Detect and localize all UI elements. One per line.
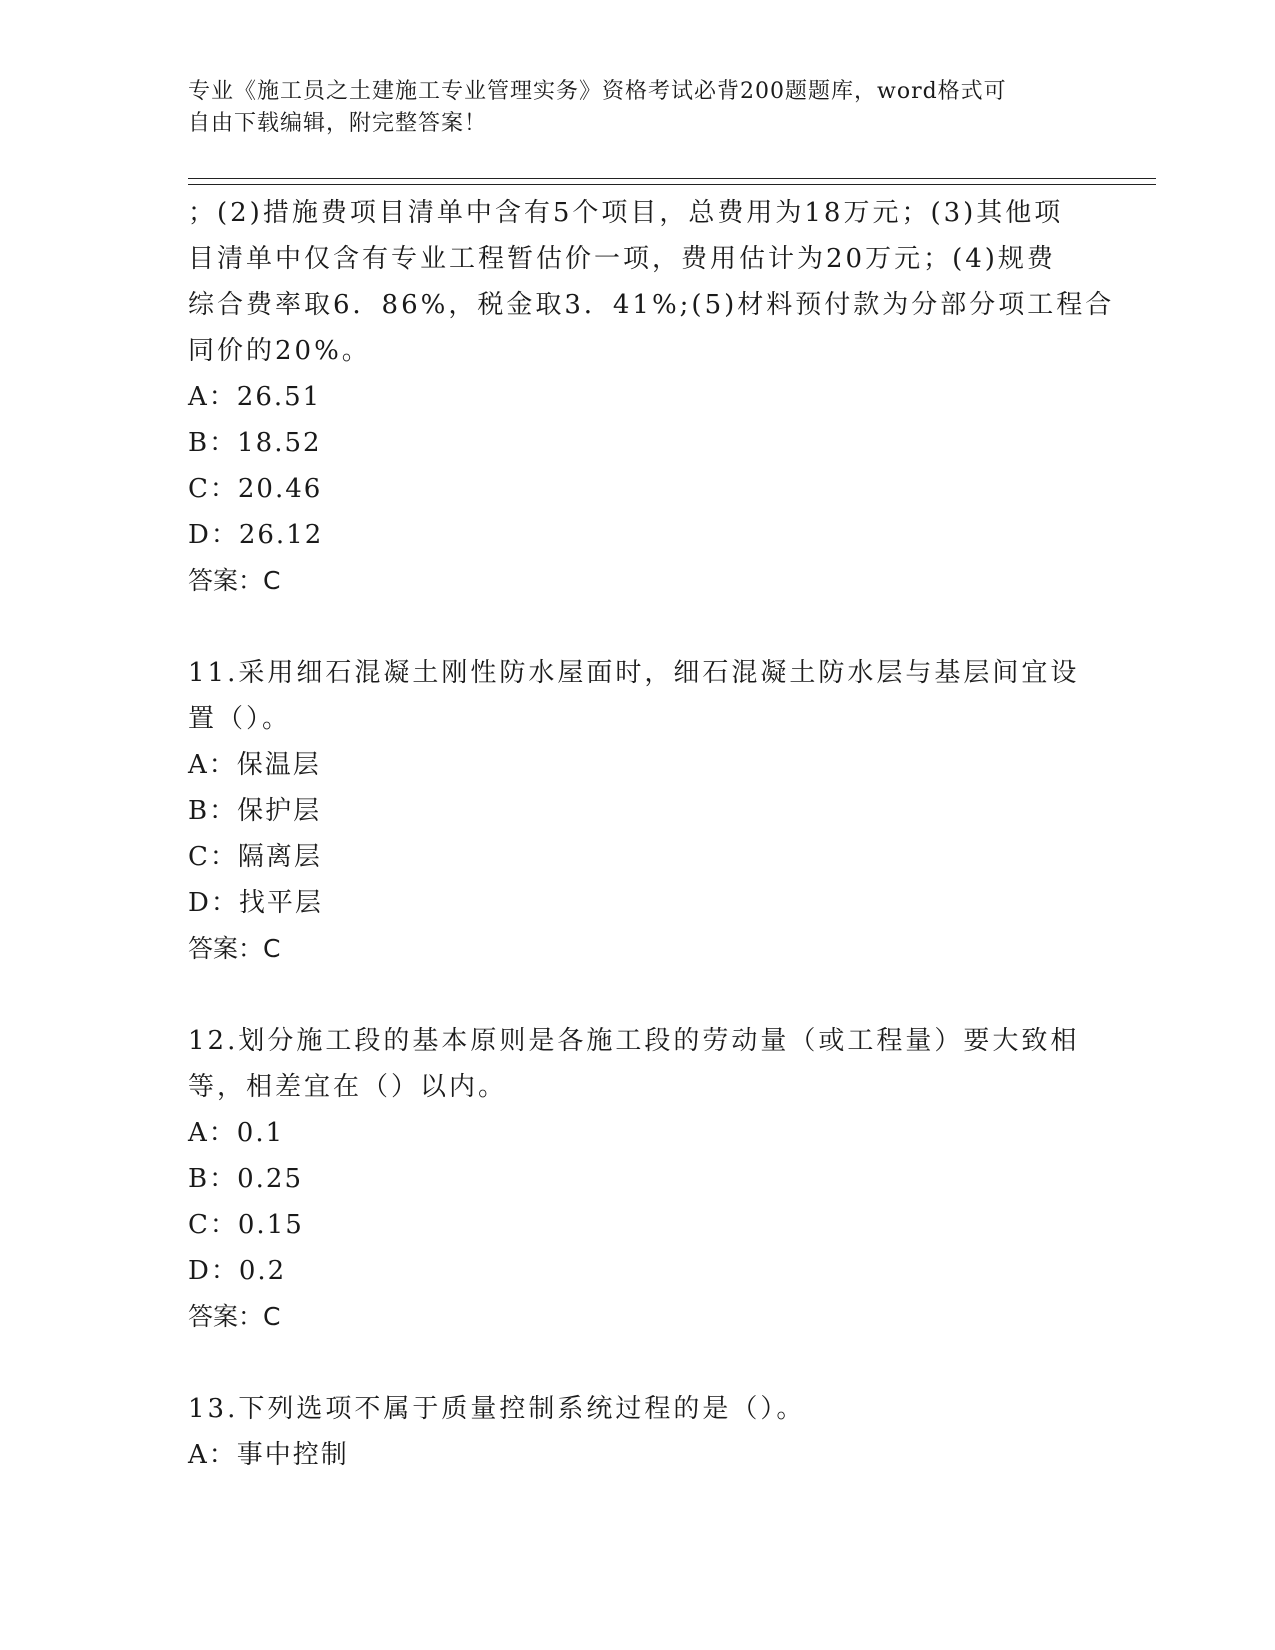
option-b: B：18.52 — [188, 428, 322, 458]
question-gap — [188, 1340, 1088, 1386]
header-line-1: 专业《施工员之土建施工专业管理实务》资格考试必背200题题库，word格式可 — [188, 79, 1007, 104]
question-text-line: 等，相差宜在（）以内。 — [188, 1072, 508, 1102]
answer-line: 答案：C — [188, 566, 281, 595]
option-a: A：26.51 — [188, 382, 322, 412]
header-line-2: 自由下载编辑，附完整答案！ — [188, 111, 488, 136]
question-text-line: 同价的20%。 — [188, 336, 371, 366]
option-d: D：26.12 — [188, 520, 324, 550]
option-b: B：0.25 — [188, 1164, 303, 1194]
question-text-line: 置（）。 — [188, 704, 292, 734]
option-b: B：保护层 — [188, 796, 322, 826]
option-d: D：找平层 — [188, 888, 323, 918]
question-text-line: ；(2)措施费项目清单中含有5个项目，总费用为18万元；(3)其他项 — [188, 198, 1064, 228]
answer-line: 答案：C — [188, 934, 281, 963]
option-a: A：事中控制 — [188, 1440, 349, 1470]
header-divider-bottom — [188, 184, 1156, 185]
question-text-line: 11.采用细石混凝土刚性防水屋面时，细石混凝土防水层与基层间宜设 — [188, 658, 1080, 688]
option-c: C：隔离层 — [188, 842, 322, 872]
question-text-line: 12.划分施工段的基本原则是各施工段的劳动量（或工程量）要大致相 — [188, 1026, 1080, 1056]
question-text-line: 目清单中仅含有专业工程暂估价一项，费用估计为20万元；(4)规费 — [188, 244, 1056, 274]
question-gap — [188, 604, 1088, 650]
header-divider-top — [188, 178, 1156, 179]
question-11 — [188, 650, 1088, 972]
answer-line: 答案：C — [188, 1302, 281, 1331]
option-a: A：0.1 — [188, 1118, 285, 1148]
option-d: D：0.2 — [188, 1256, 287, 1286]
question-text-line: 13.下列选项不属于质量控制系统过程的是（）。 — [188, 1394, 806, 1424]
document-header — [188, 76, 1068, 140]
option-c: C：0.15 — [188, 1210, 304, 1240]
option-a: A：保温层 — [188, 750, 321, 780]
question-gap — [188, 972, 1088, 1018]
question-13 — [188, 1386, 1088, 1478]
question-12 — [188, 1018, 1088, 1340]
question-10-continuation — [188, 190, 1115, 604]
option-c: C：20.46 — [188, 474, 323, 504]
question-text-line: 综合费率取6．86%，税金取3．41%;(5)材料预付款为分部分项工程合 — [188, 290, 1115, 320]
document-body — [188, 190, 1115, 1478]
